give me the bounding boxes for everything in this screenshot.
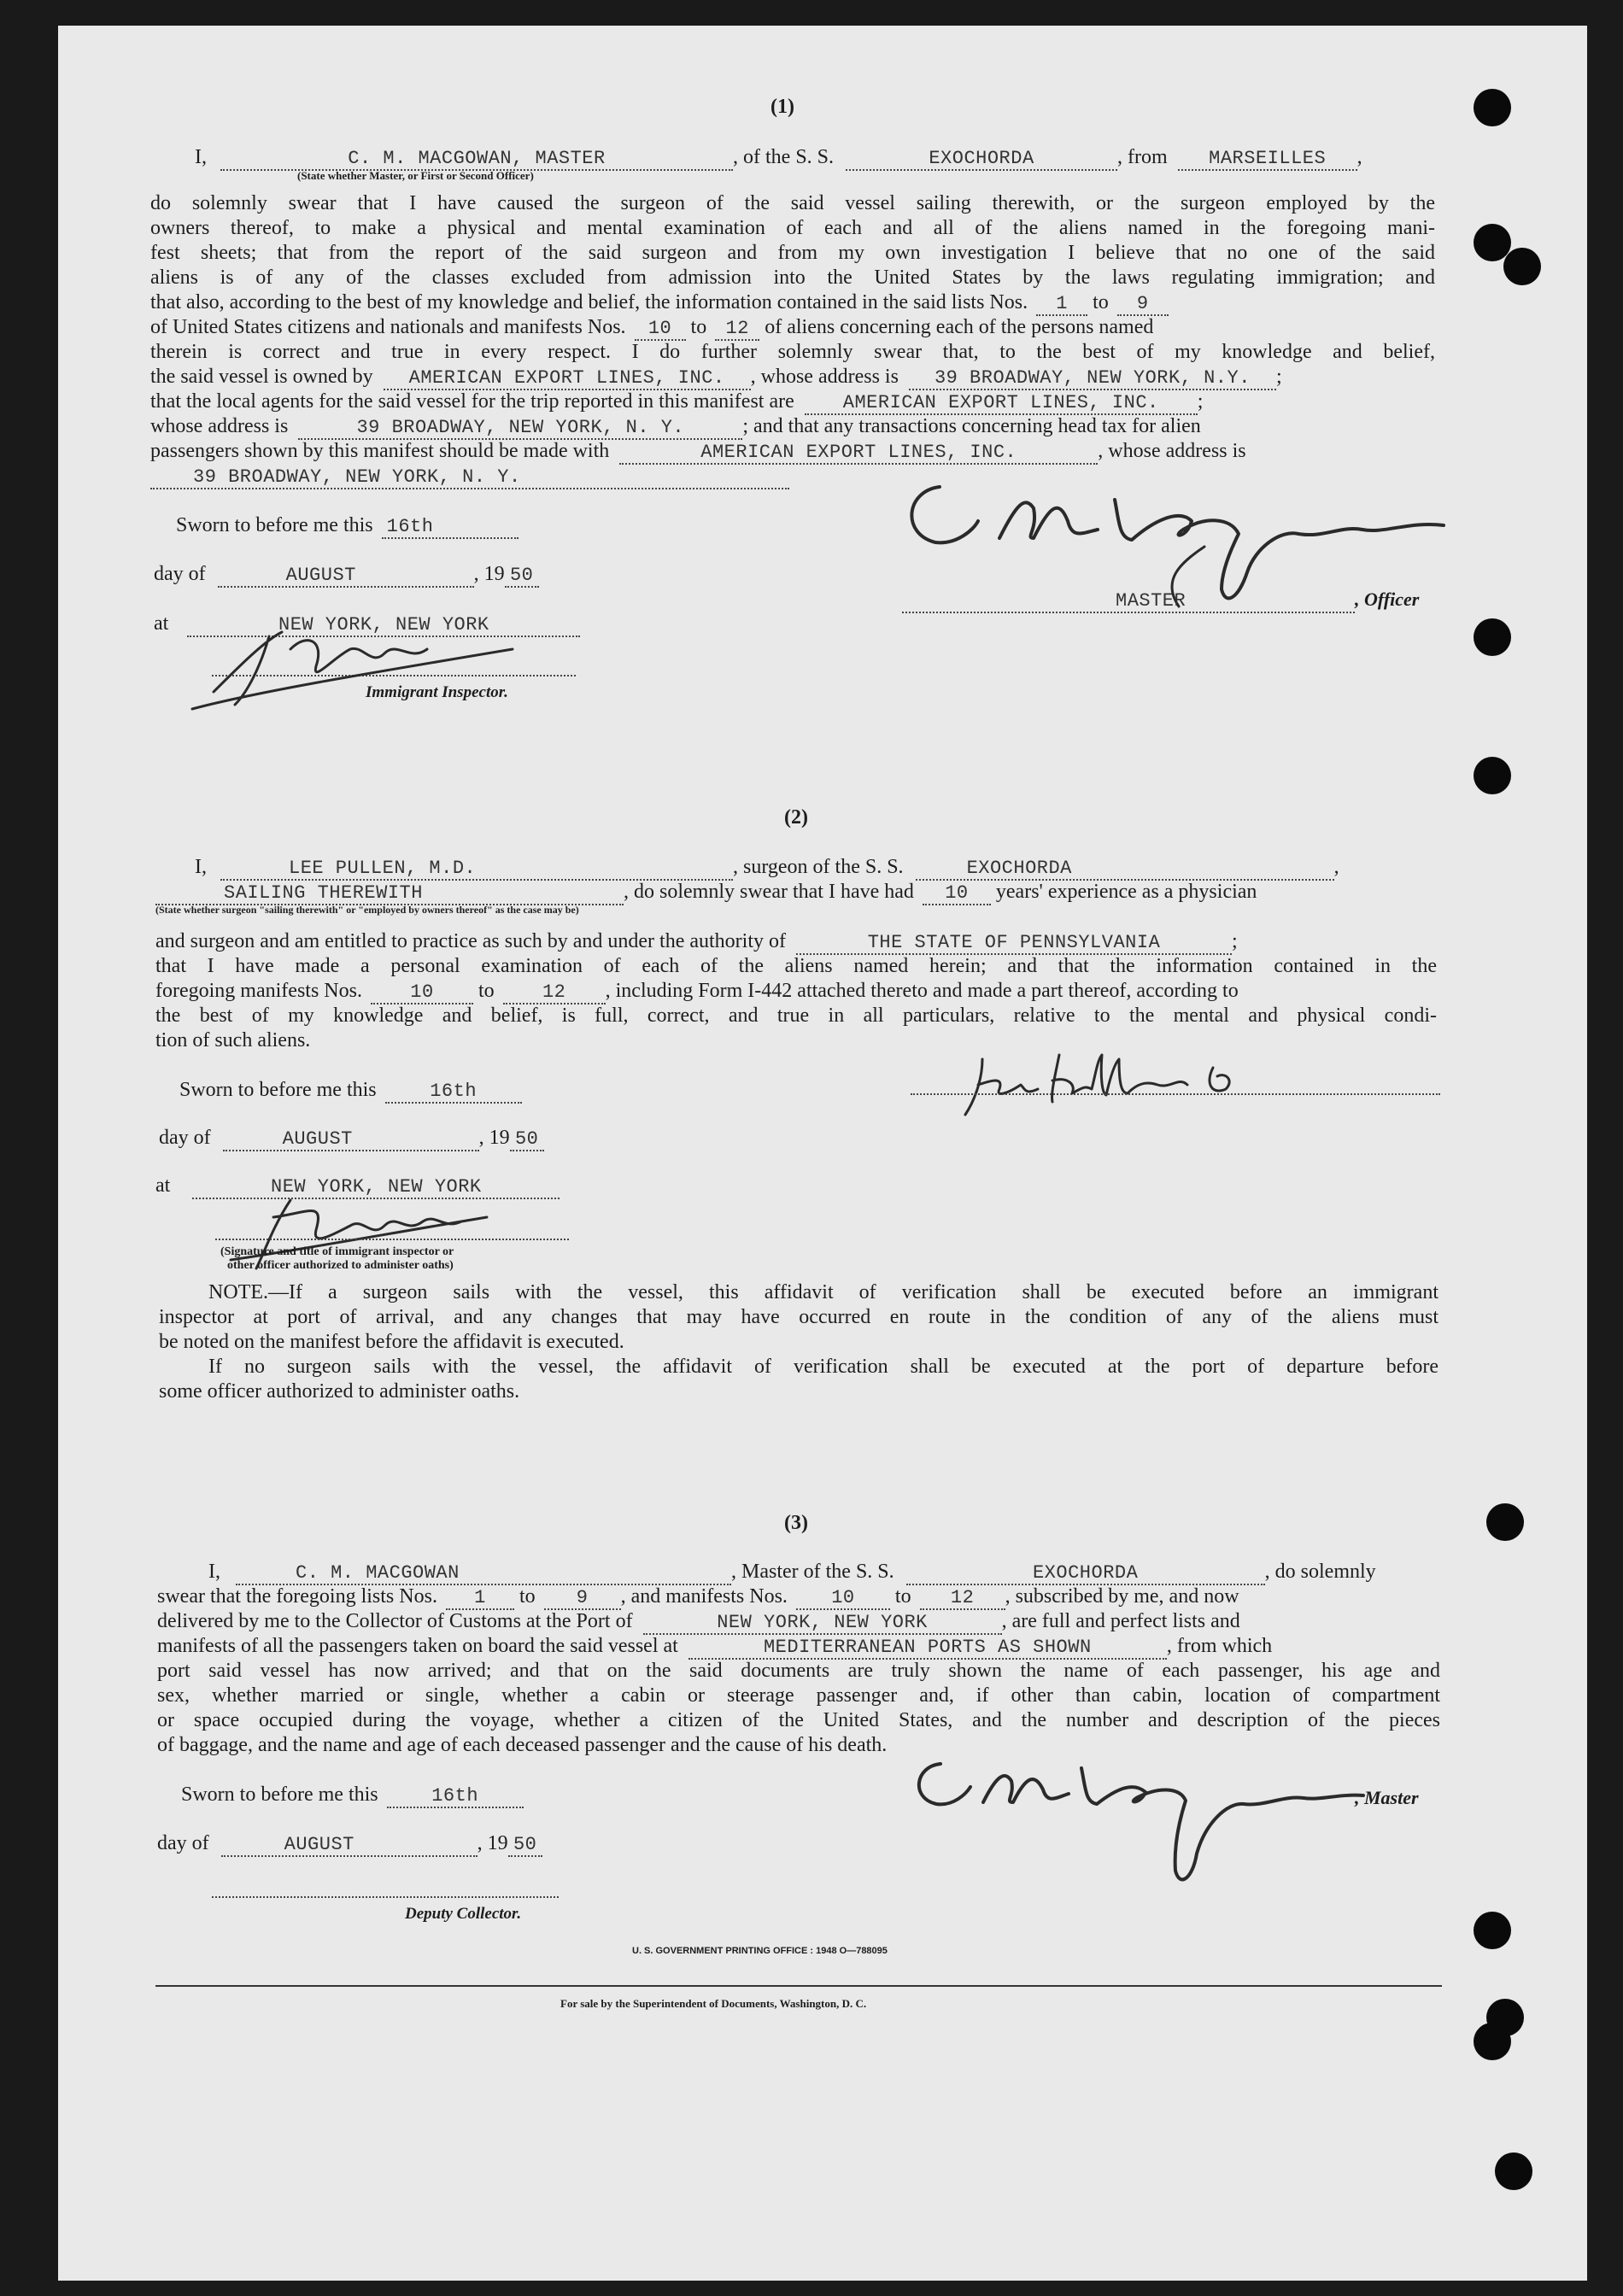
year-prefix: , 19: [477, 1832, 508, 1854]
note-line: some officer authorized to administer oaths.: [159, 1380, 520, 1403]
master-name-field: C. M. MACGOWAN, MASTER: [220, 149, 733, 171]
manifests-text: foregoing manifests Nos.: [155, 980, 362, 1002]
punch-hole: [1474, 618, 1511, 656]
punctuation: ;: [1197, 390, 1204, 413]
authority-text: and surgeon and am entitled to practice as such by and under the authority of: [155, 930, 786, 952]
note-line: NOTE.—If a surgeon sails with the vessel, this affidavit of verification shall be executed before an immigrant: [208, 1281, 1438, 1303]
punctuation: ,: [1356, 146, 1362, 168]
manifests-from-field: 10: [635, 319, 686, 341]
body-line: therein is correct and true in every respect. I do further solemnly swear that, to the best of my knowledge and belief,: [150, 341, 1435, 363]
lists-to-field: 9: [1117, 294, 1169, 316]
agents-field: AMERICAN EXPORT LINES, INC.: [805, 393, 1198, 415]
sailing-field: SAILING THEREWITH: [155, 883, 624, 905]
punctuation: ,: [1333, 856, 1339, 878]
body-line: do solemnly swear that I have caused the surgeon of the said vessel sailing therewith, or the surgeon employed by the: [150, 192, 1435, 214]
agents-address-field: 39 BROADWAY, NEW YORK, N. Y.: [298, 418, 742, 440]
day-of-label: day of: [159, 1127, 211, 1149]
lists-line: [157, 1584, 1239, 1610]
sworn-label: Sworn to before me this: [176, 514, 373, 536]
departure-port-field: MARSEILLES: [1178, 149, 1357, 171]
swear-text: years' experience as a physician: [995, 881, 1257, 903]
owner-address-field: 39 BROADWAY, NEW YORK, N.Y.: [909, 368, 1276, 390]
ports-field: MEDITERRANEAN PORTS AS SHOWN: [688, 1637, 1167, 1660]
punch-hole: [1495, 2152, 1532, 2190]
authority-field: THE STATE OF PENNSYLVANIA: [796, 933, 1232, 955]
footer-rule: [155, 1985, 1442, 1987]
headtax-text: passengers shown by this manifest should be made with: [150, 440, 610, 462]
manifests-to-field: 12: [503, 982, 606, 1004]
year-field: 50: [508, 1835, 542, 1857]
vessel-name-field: EXOCHORDA: [916, 858, 1334, 881]
month-field: AUGUST: [221, 1835, 478, 1857]
swear-text: , do solemnly swear that I have had: [624, 881, 914, 903]
headtax-line: [150, 439, 1246, 465]
signature-hint: (Signature and title of immigrant inspector or: [220, 1245, 454, 1258]
manifests-text: , and manifests Nos.: [620, 1585, 788, 1608]
note-line: be noted on the manifest before the affidavit is executed.: [159, 1331, 624, 1353]
year-field: 50: [510, 1129, 544, 1151]
signature-hint: other officer authorized to administer oaths): [227, 1259, 454, 1272]
port-text: , are full and perfect lists and: [1001, 1610, 1240, 1632]
body-line: sex, whether married or single, whether a cabin or steerage passenger and, if other than cabin, location of compartment: [157, 1684, 1440, 1707]
body-line: that I have made a personal examination of each of the aliens named herein; and that the information contained in the: [155, 955, 1437, 977]
lists-to-field: 9: [544, 1588, 621, 1610]
month-field: AUGUST: [218, 565, 474, 588]
headtax-text: ; and that any transactions concerning head tax for alien: [742, 415, 1201, 437]
surgeon-signature-line: [911, 1075, 1440, 1095]
collector-label: Deputy Collector.: [405, 1905, 522, 1923]
to-label: to: [519, 1585, 536, 1608]
officer-label: , Officer: [1355, 589, 1420, 610]
sworn-line: [176, 513, 519, 539]
at-label: at: [155, 1174, 171, 1197]
month-field: AUGUST: [223, 1129, 479, 1151]
punctuation: ;: [1275, 366, 1282, 388]
subscribed-text: , subscribed by me, and now: [1005, 1585, 1239, 1608]
lists-from-field: 1: [446, 1588, 514, 1610]
master-name-field: C. M. MACGOWAN: [236, 1563, 731, 1585]
surgeon-line: [195, 855, 1339, 881]
punch-hole: [1474, 757, 1511, 794]
body-line: fest sheets; that from the report of the said surgeon and from my own investigation I believe that no one of the said: [150, 242, 1435, 264]
manifests-to-field: 12: [715, 319, 759, 341]
officer-line: [902, 587, 1419, 613]
section-number: (3): [784, 1512, 808, 1534]
vessel-prefix: , of the S. S.: [733, 146, 835, 168]
sailing-line: [155, 880, 1257, 905]
surgeon-of-label: , surgeon of the S. S.: [733, 856, 904, 878]
at-label: at: [154, 612, 169, 635]
manifests-text: , including Form I-442 attached thereto and made a part thereof, according to: [605, 980, 1239, 1002]
master-declaration-line: [195, 145, 1362, 171]
body-line: of baggage, and the name and age of each deceased passenger and the cause of his death.: [157, 1734, 888, 1756]
body-line: port said vessel has now arrived; and that on the said documents are truly shown the name of each passenger, his age and: [157, 1660, 1440, 1682]
owner-field: AMERICAN EXPORT LINES, INC.: [384, 368, 751, 390]
to-label: to: [894, 1585, 911, 1608]
pronoun: I,: [195, 856, 207, 878]
headtax-address-label: , whose address is: [1098, 440, 1246, 462]
master-line: [208, 1560, 1376, 1585]
sale-note: For sale by the Superintendent of Documents, Washington, D. C.: [560, 1997, 867, 2010]
manifests-line: [155, 979, 1239, 1004]
date-line: [159, 1126, 544, 1151]
master-of-label: , Master of the S. S.: [731, 1561, 894, 1583]
lists-text: swear that the foregoing lists Nos.: [157, 1585, 437, 1608]
manifests-from-field: 10: [371, 982, 473, 1004]
sworn-label: Sworn to before me this: [181, 1784, 378, 1806]
agents-text: that the local agents for the said vessel for the trip reported in this manifest are: [150, 390, 794, 413]
inspector-signature-line: [215, 1220, 569, 1240]
date-line: [154, 562, 539, 588]
inspector-label: Immigrant Inspector.: [366, 683, 508, 701]
officer-title-field: MASTER: [902, 591, 1355, 613]
collector-signature-line: [212, 1877, 559, 1898]
sworn-label: Sworn to before me this: [179, 1079, 377, 1101]
punch-hole: [1486, 1503, 1524, 1541]
owner-text: the said vessel is owned by: [150, 366, 373, 388]
to-label: to: [478, 980, 495, 1002]
sworn-day-field: 16th: [385, 1081, 522, 1104]
place-field: NEW YORK, NEW YORK: [187, 615, 580, 637]
port-line: [157, 1609, 1240, 1635]
punctuation: ;: [1232, 930, 1238, 952]
manifests-to-field: 12: [920, 1588, 1005, 1610]
note-line: If no surgeon sails with the vessel, the affidavit of verification shall be executed at the port of departure before: [208, 1356, 1438, 1378]
body-line: tion of such aliens.: [155, 1029, 311, 1051]
years-field: 10: [923, 883, 991, 905]
inspector-signature: [188, 615, 564, 718]
pronoun: I,: [208, 1561, 220, 1583]
manifests-text: of United States citizens and nationals and manifests Nos.: [150, 316, 626, 338]
headtax-address-field: 39 BROADWAY, NEW YORK, N. Y.: [150, 467, 789, 489]
from-label: , from: [1117, 146, 1168, 168]
master-label: , Master: [1355, 1787, 1419, 1808]
headtax-party-field: AMERICAN EXPORT LINES, INC.: [619, 442, 1098, 465]
port-text: delivered by me to the Collector of Customs at the Port of: [157, 1610, 633, 1632]
agents-address-line: [150, 414, 1201, 440]
ports-text: manifests of all the passengers taken on board the said vessel at: [157, 1635, 678, 1657]
section-number: (1): [770, 96, 794, 118]
body-line: aliens is of any of the classes excluded from admission into the United States by the laws regulating immigration; and: [150, 266, 1435, 289]
body-line: owners thereof, to make a physical and mental examination of each and all of the aliens named in the foregoing mani-: [150, 217, 1435, 239]
sworn-line: [179, 1078, 522, 1104]
sworn-line: [181, 1783, 524, 1808]
day-of-label: day of: [157, 1832, 209, 1854]
date-line: [157, 1831, 542, 1857]
vessel-name-field: EXOCHORDA: [906, 1563, 1265, 1585]
pronoun: I,: [195, 146, 207, 168]
master-signature: [902, 1742, 1380, 1896]
manifests-text: of aliens concerning each of the persons named: [765, 316, 1154, 338]
year-prefix: , 19: [473, 563, 505, 585]
note-line: inspector at port of arrival, and any changes that may have occurred en route in the condition of any of the aliens must: [159, 1306, 1438, 1328]
lists-text: that also, according to the best of my knowledge and belief, the information contained in the said lists Nos.: [150, 291, 1028, 313]
sworn-day-field: 16th: [382, 517, 519, 539]
lists-line: [150, 290, 1169, 316]
port-field: NEW YORK, NEW YORK: [643, 1613, 1002, 1635]
place-field: NEW YORK, NEW YORK: [192, 1177, 560, 1199]
day-of-label: day of: [154, 563, 206, 585]
vessel-name-field: EXOCHORDA: [846, 149, 1117, 171]
ports-line: [157, 1634, 1272, 1660]
to-label: to: [690, 316, 707, 338]
owner-line: [150, 365, 1282, 390]
body-line: the best of my knowledge and belief, is full, correct, and true in all particulars, relative to the mental and physical condi-: [155, 1004, 1437, 1027]
sailing-hint: (State whether surgeon "sailing therewith" or "employed by owners thereof" as the case may be): [155, 904, 579, 916]
year-prefix: , 19: [478, 1127, 510, 1149]
master-name-hint: (State whether Master, or First or Second Officer): [297, 169, 534, 182]
to-label: to: [1093, 291, 1109, 313]
section-number: (2): [784, 806, 808, 829]
punch-hole: [1474, 89, 1511, 126]
agents-line: [150, 390, 1203, 415]
printing-office-note: U. S. GOVERNMENT PRINTING OFFICE : 1948 O—788095: [632, 1946, 888, 1956]
punch-hole: [1503, 248, 1541, 285]
lists-from-field: 1: [1036, 294, 1087, 316]
manifests-from-field: 10: [796, 1588, 890, 1610]
owner-address-label: , whose address is: [750, 366, 899, 388]
year-field: 50: [505, 565, 539, 588]
headtax-address-line: [150, 464, 789, 489]
manifests-line: [150, 315, 1153, 341]
body-line: or space occupied during the voyage, whether a citizen of the United States, and the number and description of the pieces: [157, 1709, 1440, 1731]
agents-address-label: whose address is: [150, 415, 289, 437]
surgeon-name-field: LEE PULLEN, M.D.: [220, 858, 733, 881]
punch-hole: [1474, 2023, 1511, 2060]
solemnly-text: , do solemnly: [1264, 1561, 1376, 1583]
ports-text: , from which: [1166, 1635, 1273, 1657]
punch-hole: [1474, 1912, 1511, 1949]
authority-line: [155, 929, 1238, 955]
sworn-day-field: 16th: [387, 1786, 524, 1808]
